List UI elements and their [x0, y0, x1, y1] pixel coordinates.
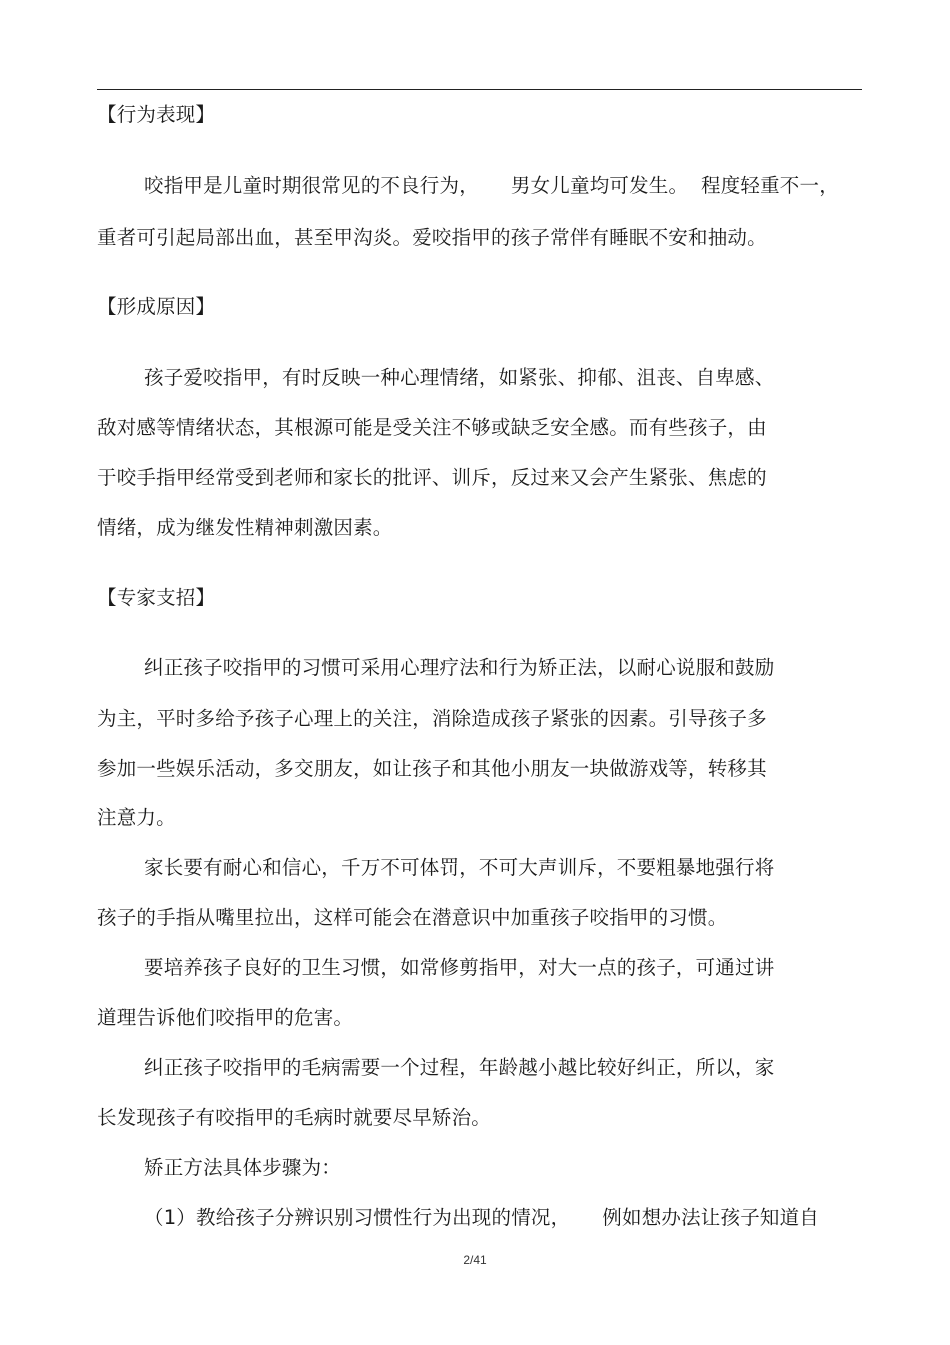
page-number: 2/41: [463, 1253, 487, 1267]
paragraph-line: （1）教给孩子分辨识别习惯性行为出现的情况， 例如想办法让孩子知道自: [144, 1206, 819, 1229]
paragraph-line: 重者可引起局部出血，甚至甲沟炎。爱咬指甲的孩子常伴有睡眠不安和抽动。: [97, 226, 767, 249]
paragraph-line: 为主，平时多给予孩子心理上的关注，消除造成孩子紧张的因素。引导孩子多: [97, 707, 767, 730]
paragraph-line: 于咬手指甲经常受到老师和家长的批评、训斥，反过来又会产生紧张、焦虑的: [97, 466, 767, 489]
paragraph-line: 长发现孩子有咬指甲的毛病时就要尽早矫治。: [97, 1106, 492, 1129]
paragraph-line: 咬指甲是儿童时期很常见的不良行为， 男女儿童均可发生。 程度轻重不一，: [144, 174, 839, 197]
paragraph-line: 家长要有耐心和信心，千万不可体罚，不可大声训斥，不要粗暴地强行将: [144, 856, 775, 879]
paragraph-line: 要培养孩子良好的卫生习惯，如常修剪指甲，对大一点的孩子，可通过讲: [144, 956, 775, 979]
heading-advice: 【专家支招】: [97, 586, 216, 609]
paragraph-line: 注意力。: [97, 806, 176, 829]
paragraph-line: 参加一些娱乐活动，多交朋友，如让孩子和其他小朋友一块做游戏等，转移其: [97, 757, 767, 780]
paragraph-line: 孩子的手指从嘴里拉出，这样可能会在潜意识中加重孩子咬指甲的习惯。: [97, 906, 728, 929]
header-rule: [97, 89, 862, 90]
paragraph-line: 敌对感等情绪状态，其根源可能是受关注不够或缺乏安全感。而有些孩子，由: [97, 416, 767, 439]
paragraph-line: 矫正方法具体步骤为：: [144, 1156, 342, 1179]
paragraph-line: 情绪，成为继发性精神刺激因素。: [97, 516, 393, 539]
paragraph-line: 孩子爱咬指甲，有时反映一种心理情绪，如紧张、抑郁、沮丧、自卑感、: [144, 366, 775, 389]
paragraph-line: 纠正孩子咬指甲的习惯可采用心理疗法和行为矫正法，以耐心说服和鼓励: [144, 656, 775, 679]
heading-causes: 【形成原因】: [97, 295, 216, 318]
paragraph-line: 纠正孩子咬指甲的毛病需要一个过程，年龄越小越比较好纠正，所以，家: [144, 1056, 775, 1079]
heading-behavior: 【行为表现】: [97, 103, 216, 126]
paragraph-line: 道理告诉他们咬指甲的危害。: [97, 1006, 354, 1029]
